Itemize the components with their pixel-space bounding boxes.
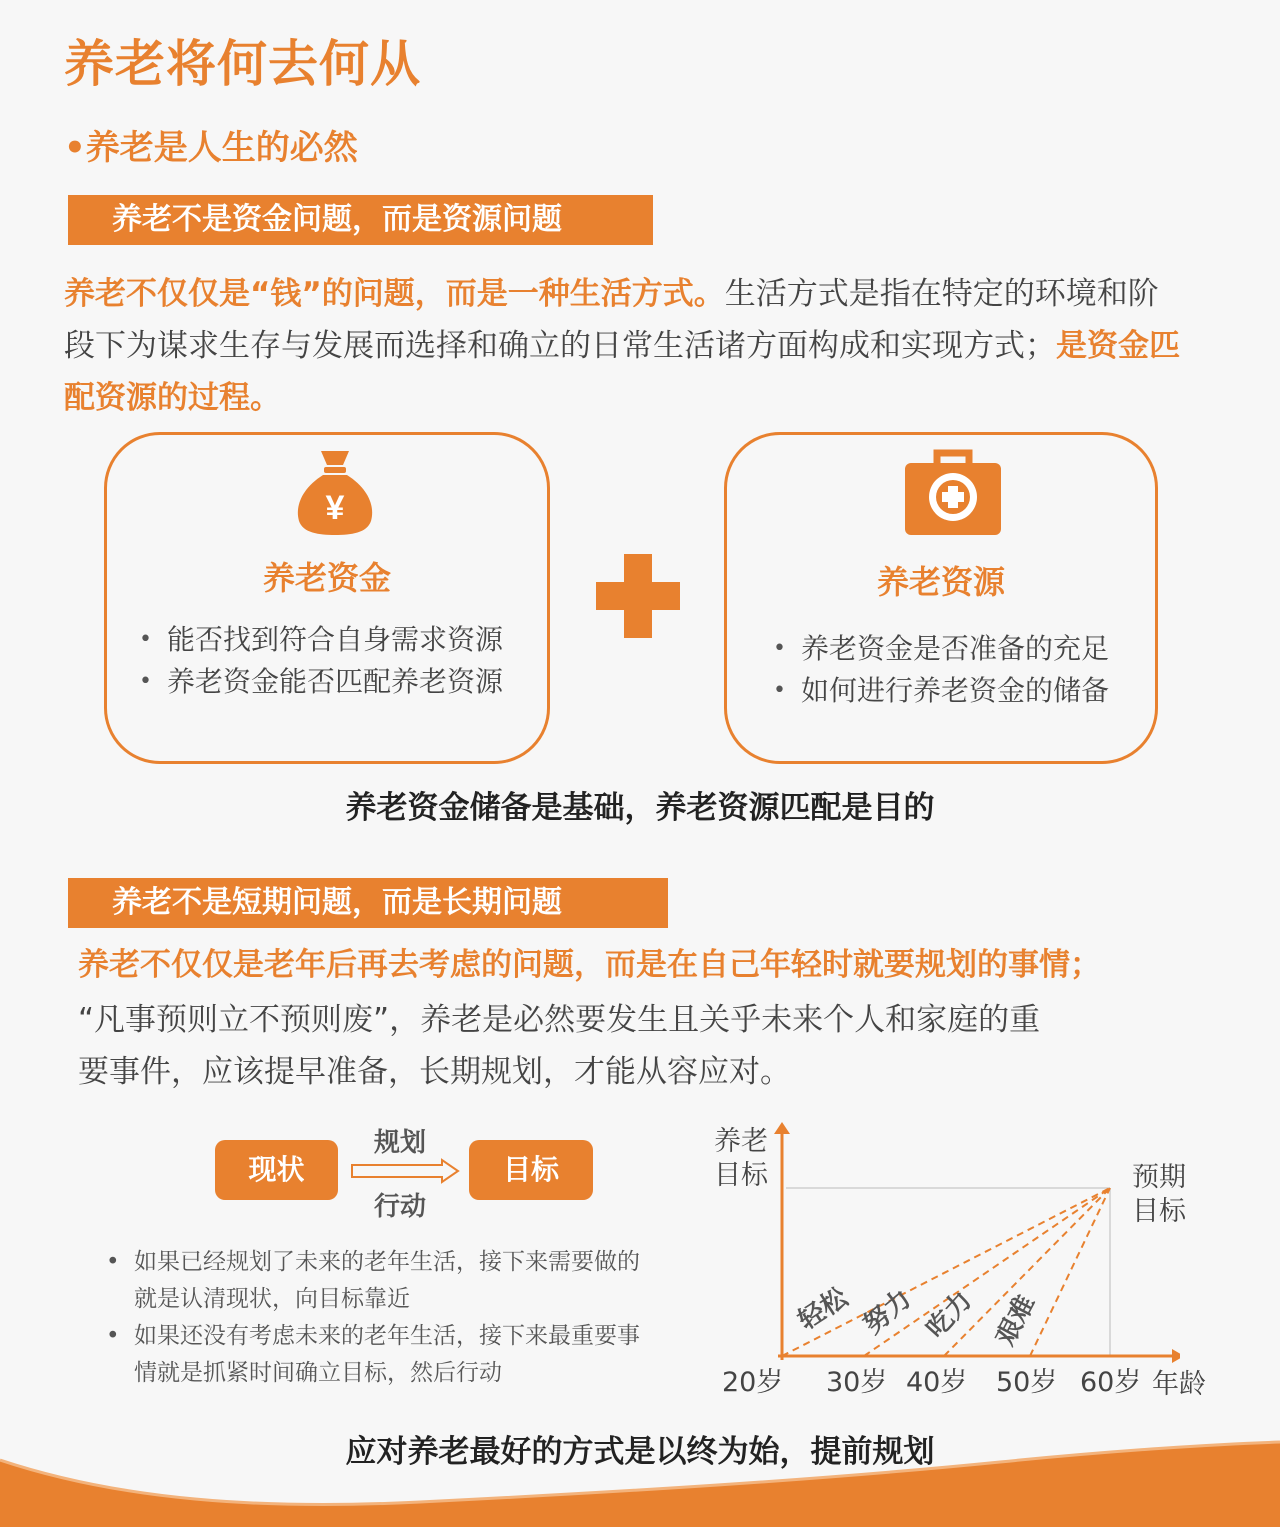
- list-item: • 养老资金能否匹配养老资源: [139, 661, 503, 703]
- long-term-line-1: “凡事预则立不预则废”，养老是必然要发生且关乎未来个人和家庭的重: [78, 1002, 1041, 1038]
- bottom-wave-decoration: [0, 1440, 1280, 1527]
- target-label-2: 目标: [1132, 1196, 1186, 1227]
- card-funds-list: [139, 619, 503, 703]
- plan-label: 规划: [374, 1128, 427, 1158]
- x-axis-label: 年龄: [1152, 1369, 1206, 1400]
- card-resources-list: [773, 628, 1109, 712]
- action-label: 行动: [374, 1192, 427, 1222]
- target-label-1: 预期: [1132, 1162, 1186, 1193]
- summary-funds-resources: 养老资金储备是基础，养老资源匹配是目的: [345, 790, 935, 826]
- status-box: 现状: [215, 1140, 338, 1200]
- long-term-line-2: 要事件，应该提早准备，长期规划，才能从容应对。: [78, 1054, 791, 1090]
- line-label-strain: 吃力: [920, 1285, 979, 1345]
- path-line-hard: [1030, 1188, 1110, 1356]
- list-item: • 如果已经规划了未来的老年生活，接下来需要做的就是认清现状，向目标靠近: [104, 1244, 649, 1318]
- x-tick-label: 40岁: [906, 1367, 968, 1398]
- summary-plan-ahead: 应对养老最好的方式是以终为始，提前规划: [345, 1434, 935, 1470]
- line-label-easy: 轻松: [793, 1282, 854, 1337]
- money-bag-icon: [293, 445, 377, 537]
- x-tick-label: 60岁: [1080, 1367, 1142, 1398]
- x-tick-label: 30岁: [826, 1367, 888, 1398]
- section-subtitle: •养老是人生的必然: [64, 128, 358, 168]
- plus-icon: [596, 554, 680, 638]
- intro-highlight-1: 养老不仅仅是“钱”的问题，而是一种生活方式。: [64, 276, 725, 312]
- line-label-effort: 努力: [858, 1283, 918, 1341]
- x-tick-label: 50岁: [996, 1367, 1058, 1398]
- card-resources-title: 养老资源: [876, 563, 1005, 601]
- long-term-paragraph: [78, 994, 1168, 1098]
- list-item: • 如果还没有考虑未来的老年生活，接下来最重要事情就是抓紧时间确立目标，然后行动: [104, 1318, 649, 1392]
- page-title: 养老将何去何从: [64, 35, 421, 93]
- intro-text: 生活方式是指在特定的环境和阶段下为谋求生存与发展而选择和确立的日常生活诸方面构成和实现方式；: [64, 276, 1159, 364]
- card-pension-funds: [104, 432, 550, 764]
- list-item: • 养老资金是否准备的充足: [773, 628, 1109, 670]
- first-aid-kit-icon: [903, 449, 1003, 537]
- card-pension-resources: [724, 432, 1158, 764]
- banner-long-term: 养老不是短期问题，而是长期问题: [68, 878, 668, 928]
- svg-text:¥: ¥: [325, 489, 345, 527]
- long-term-highlight: 养老不仅仅是老年后再去考虑的问题，而是在自己年轻时就要规划的事情；: [78, 947, 1101, 983]
- line-label-hard: 艰难: [990, 1290, 1042, 1351]
- goal-box: 目标: [469, 1140, 593, 1200]
- list-item: • 如何进行养老资金的储备: [773, 670, 1109, 712]
- intro-paragraph: [64, 268, 1184, 424]
- pension-path-chart: [760, 1120, 1180, 1370]
- y-axis-label-2: 目标: [714, 1160, 768, 1191]
- double-arrow-icon: [350, 1158, 462, 1184]
- y-axis-label-1: 养老: [714, 1126, 768, 1157]
- banner-funding-vs-resources: 养老不是资金问题，而是资源问题: [68, 195, 653, 245]
- card-funds-title: 养老资金: [262, 559, 391, 597]
- x-tick-label: 20岁: [722, 1367, 784, 1398]
- list-item: • 能否找到符合自身需求资源: [139, 619, 503, 661]
- planning-bullets: [104, 1244, 649, 1392]
- intro-highlight-2: 是资金匹配资源的过程。: [64, 328, 1180, 416]
